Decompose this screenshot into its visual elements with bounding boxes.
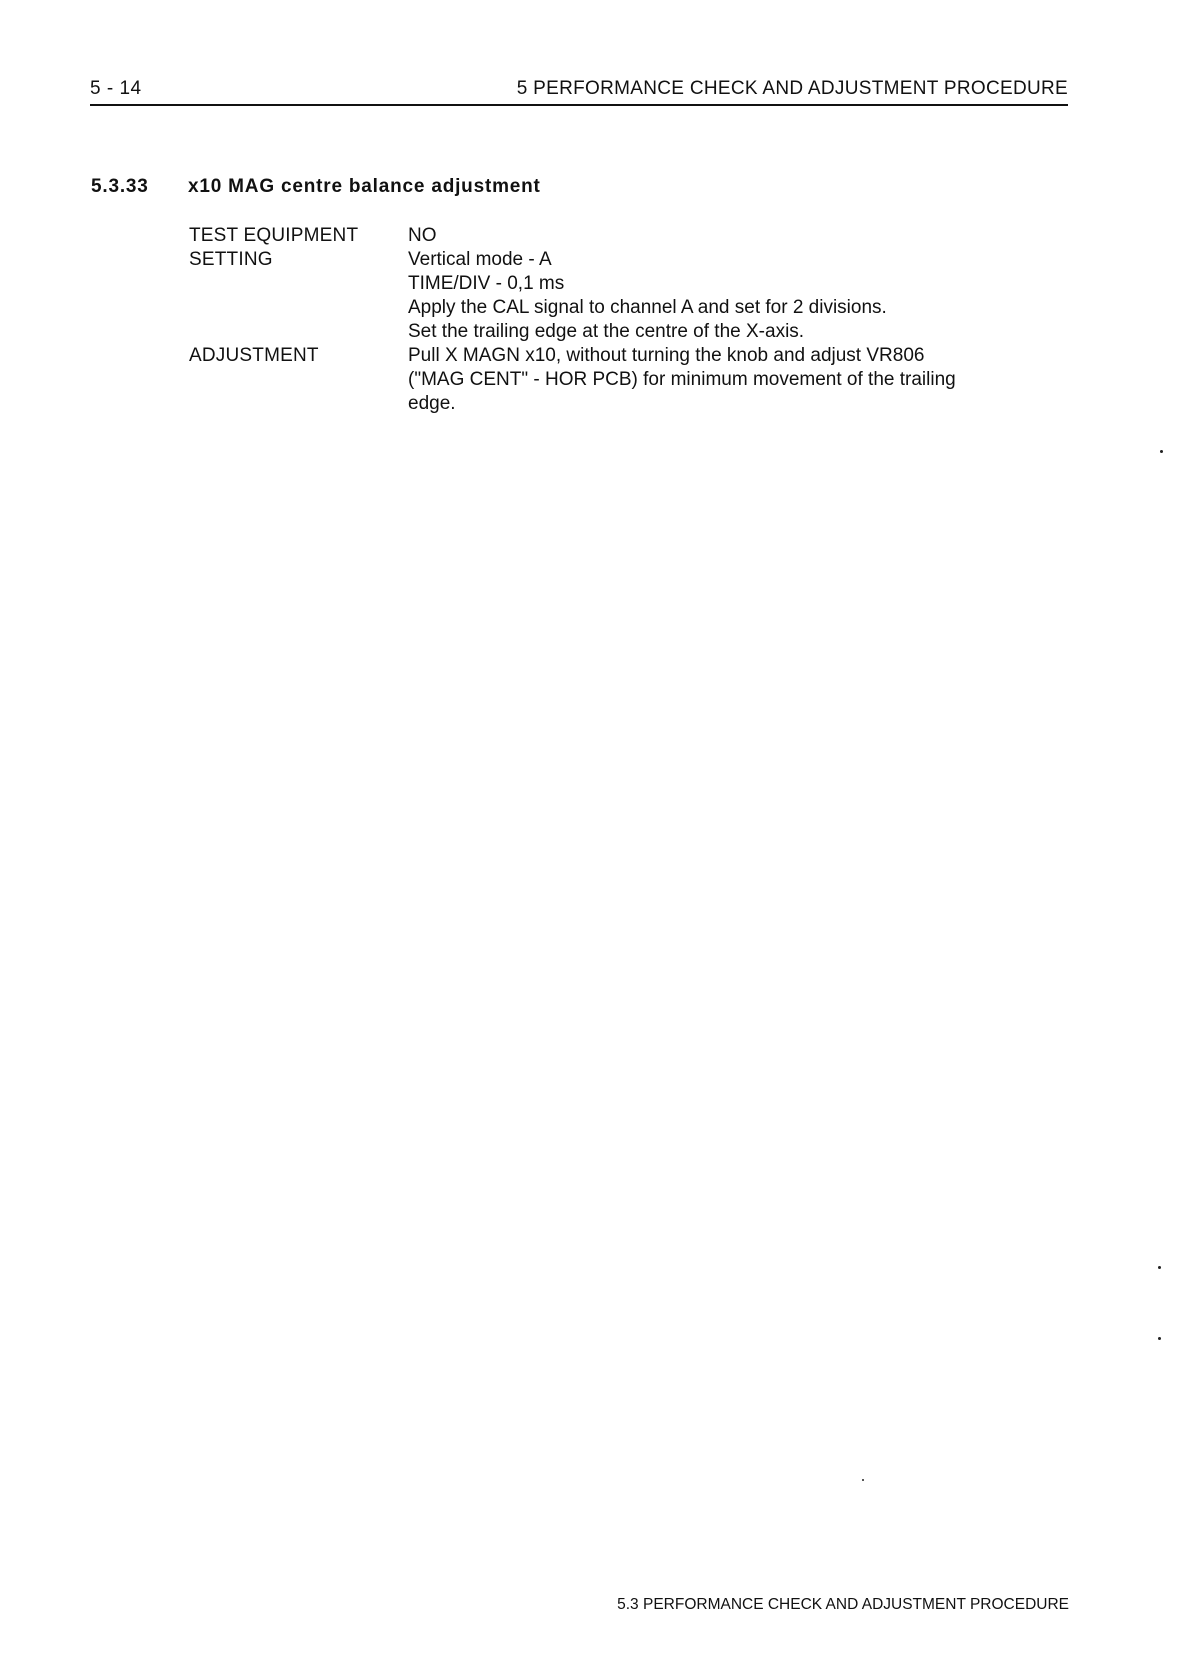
row-label: TEST EQUIPMENT (189, 225, 359, 246)
row-values (408, 224, 1048, 248)
page-number: 5 - 14 (90, 78, 142, 99)
row-value-line: Vertical mode - A (408, 249, 552, 270)
section-heading (91, 176, 541, 198)
chapter-title: 5 PERFORMANCE CHECK AND ADJUSTMENT PROCEDURE (516, 78, 1068, 99)
procedure-row-setting (189, 248, 1048, 344)
row-value-line: TIME/DIV - 0,1 ms (408, 273, 565, 294)
procedure-table (189, 224, 1048, 416)
procedure-row-test-equipment (189, 224, 1048, 248)
row-value-line: NO (408, 225, 437, 246)
section-title: x10 MAG centre balance adjustment (188, 176, 541, 197)
row-value-line: edge. (408, 393, 456, 414)
scan-speck (1160, 450, 1163, 453)
row-label: SETTING (189, 249, 273, 270)
row-value-line: Pull X MAGN x10, without turning the knob and adjust VR806 (408, 345, 925, 366)
section-number: 5.3.33 (91, 176, 149, 197)
row-value-line: ("MAG CENT" - HOR PCB) for minimum movement of the trailing (408, 369, 956, 390)
scan-speck (1158, 1337, 1161, 1340)
procedure-row-adjustment (189, 344, 1048, 416)
row-values (408, 344, 1048, 416)
page-footer: 5.3 PERFORMANCE CHECK AND ADJUSTMENT PROCEDURE (617, 1596, 1069, 1613)
scan-speck (1158, 1266, 1161, 1269)
row-value-line: Apply the CAL signal to channel A and set for 2 divisions. (408, 297, 887, 318)
row-value-line: Set the trailing edge at the centre of the X-axis. (408, 321, 805, 342)
page-header (90, 78, 1068, 106)
row-values (408, 248, 1048, 344)
scan-speck (862, 1479, 864, 1481)
row-label: ADJUSTMENT (189, 345, 319, 366)
